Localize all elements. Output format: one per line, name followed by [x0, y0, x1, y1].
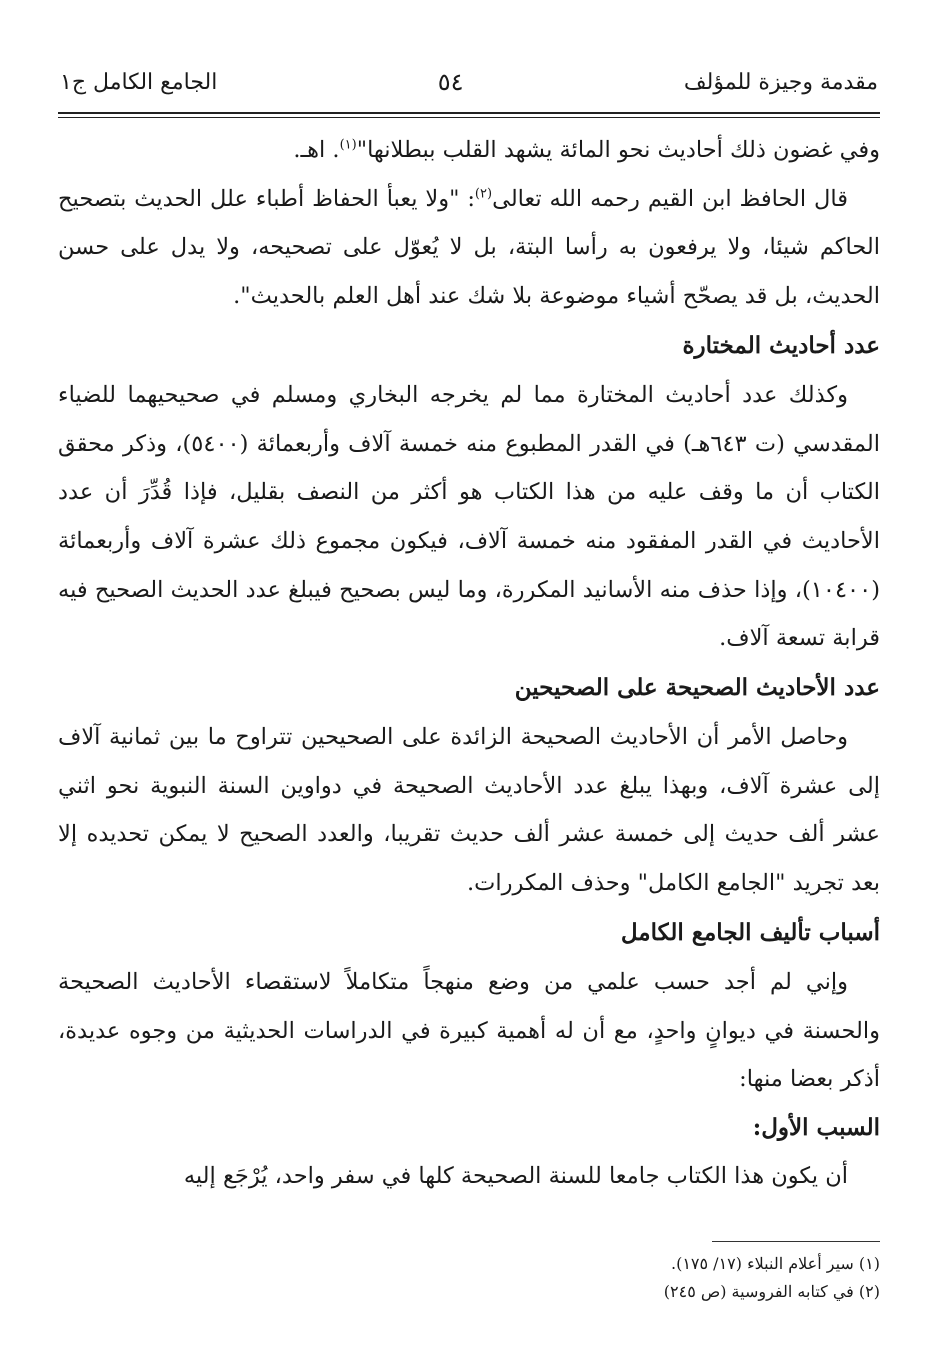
footnote-2: (٢) في كتابه الفروسية (ص ٢٤٥)	[663, 1282, 880, 1301]
paragraph-6: أن يكون هذا الكتاب جامعا للسنة الصحيحة كلها في سفر واحد، يُرْجَع إليه	[183, 1162, 848, 1189]
footnote-1: (١) سير أعلام النبلاء (١٧/ ١٧٥).	[670, 1254, 880, 1273]
page-header	[60, 62, 878, 102]
footnotes	[300, 1250, 880, 1306]
paragraph-2-text: قال الحافظ ابن القيم رحمه الله تعالى	[492, 185, 849, 212]
main-text	[58, 126, 880, 1201]
header-rule-thin	[58, 117, 880, 118]
paragraph-1	[58, 126, 880, 175]
header-chapter-title: مقدمة وجيزة للمؤلف	[683, 69, 878, 95]
footnote-separator	[712, 1241, 880, 1242]
section-heading-sahih-count: عدد الأحاديث الصحيحة على الصحيحين	[514, 674, 880, 702]
page-number: ٥٤	[437, 68, 464, 96]
paragraph-3: وكذلك عدد أحاديث المختارة مما لم يخرجه البخاري ومسلم في صحيحيهما للضياء المقدسي (ت ٦٤٣هـ) في القدر المطبوع منه خمسة آلاف وأربعمائة (٥٤٠٠)، وذكر محقق الكتاب أن ما وقف عليه من هذا الكتاب هو أكثر من النصف بقليل، فإذا قُدِّرَ أن عدد الأحاديث في القدر المفقود منه خمسة آلاف، فيكون مجموع ذلك عشرة آلاف وأربعمائة (١٠٤٠٠)، وإذا حذف منه الأسانيد المكررة، وما ليس بصحيح فيبلغ عدد الحديث الصحيح فيه قرابة تسعة آلاف.	[58, 381, 881, 652]
paragraph-1-text: وفي غضون ذلك أحاديث نحو المائة يشهد القلب ببطلانها"	[356, 137, 880, 163]
header-book-title: الجامع الكامل ج١	[60, 69, 218, 95]
footnote-ref-1[interactable]: (١)	[339, 137, 357, 153]
paragraph-2-quote: : "ولا يعبأ الحفاظ أطباء علل الحديث بتصحيح الحاكم شيئا، ولا يرفعون به رأسا البتة، بل لا يُعوّل على تصحيحه، ولا يدل على حسن الحديث، بل قد يصحّح أشياء موضوعة بلا شك عند أهل العلم بالحديث".	[58, 185, 880, 310]
header-rule-thick	[58, 112, 880, 114]
paragraph-4: وحاصل الأمر أن الأحاديث الصحيحة الزائدة على الصحيحين تتراوح ما بين ثمانية آلاف إلى عشرة آلاف، وبهذا يبلغ عدد الأحاديث الصحيحة في دواوين السنة النبوية نحو اثني عشر ألف حديث إلى خمسة عشر ألف حديث تقريبا، والعدد الصحيح لا يمكن تحديده إلا بعد تجريد "الجامع الكامل" وحذف المكررات.	[58, 724, 880, 897]
section-heading-reasons: أسباب تأليف الجامع الكامل	[620, 918, 880, 946]
paragraph-5: وإني لم أجد حسب علمي من وضع منهجاً متكاملاً لاستقصاء الأحاديث الصحيحة والحسنة في ديوانٍ واحدٍ، مع أن له أهمية كبيرة في الدراسات الحديثية من وجوه عديدة، أذكر بعضا منها:	[58, 968, 880, 1093]
subheading-first-reason: السبب الأول:	[752, 1113, 880, 1141]
paragraph-1-end: . اهـ.	[293, 137, 340, 163]
paragraph-2	[58, 175, 880, 321]
footnote-ref-2[interactable]: (٢)	[474, 186, 493, 202]
section-heading-mukhtara: عدد أحاديث المختارة	[682, 331, 880, 359]
